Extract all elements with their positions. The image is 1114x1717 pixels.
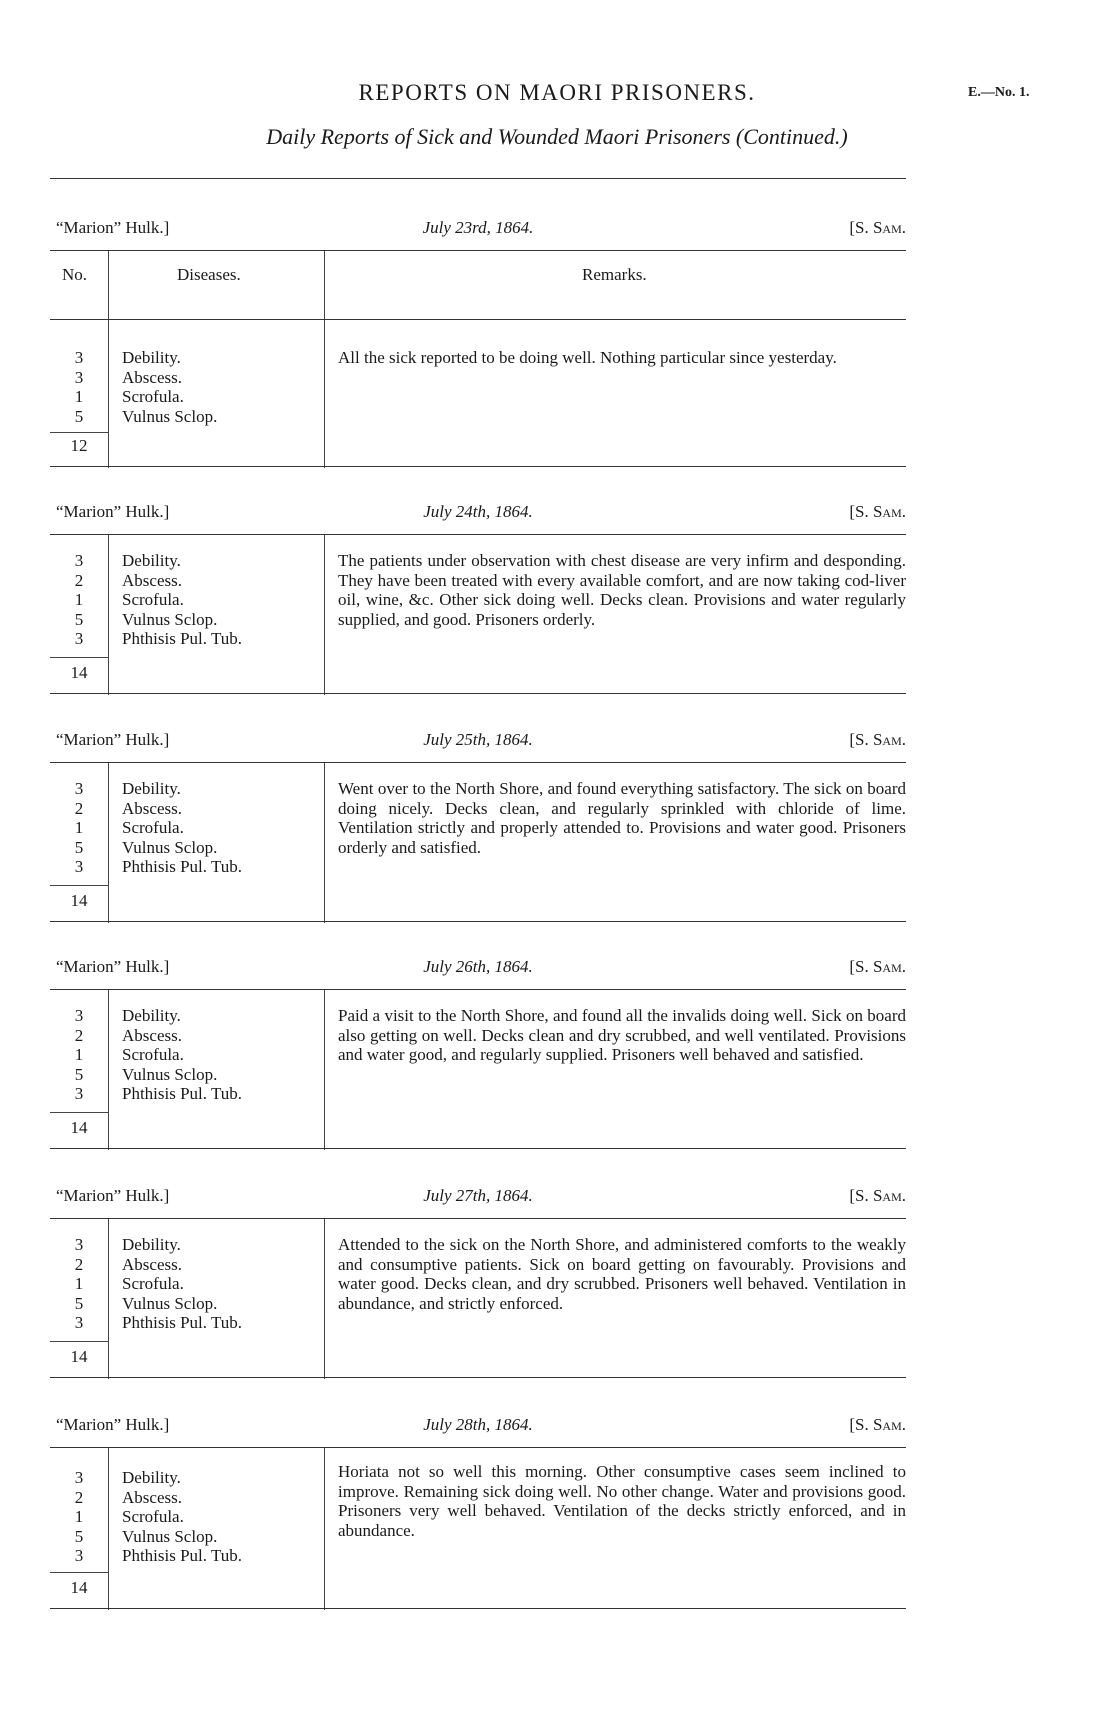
case-count: 3 [74, 348, 84, 367]
case-counts [50, 779, 108, 877]
case-count: 3 [74, 1313, 84, 1332]
case-count: 1 [74, 1045, 84, 1064]
report-bottom-rule [50, 693, 906, 694]
disease: Scrofula. [122, 387, 184, 406]
case-count: 2 [74, 570, 84, 590]
disease: Debility. [122, 1006, 181, 1025]
column-divider [324, 251, 325, 319]
disease-list [122, 779, 242, 877]
report-date: July 27th, 1864. [423, 1186, 533, 1205]
disease-list [122, 1235, 242, 1333]
case-count: 3 [74, 551, 84, 570]
ship-name: “Marion” Hulk.] [56, 1415, 170, 1434]
case-count: 5 [74, 1064, 84, 1084]
ship-name: “Marion” Hulk.] [56, 218, 170, 237]
ship-name: “Marion” Hulk.] [56, 502, 170, 521]
column-divider [108, 320, 109, 468]
total-count: 14 [70, 891, 88, 910]
signature: [S. Sam. [849, 1415, 906, 1434]
case-count: 1 [74, 1274, 84, 1293]
case-count: 5 [74, 1293, 84, 1313]
signature: [S. Sam. [849, 730, 906, 749]
report-header [50, 500, 906, 534]
column-header [50, 251, 906, 320]
case-count: 3 [74, 1084, 84, 1103]
disease: Phthisis Pul. Tub. [122, 1313, 243, 1332]
page-subtitle: Daily Reports of Sick and Wounded Maori Prisoners (Continued.) [266, 124, 848, 149]
report-july-25 [50, 728, 906, 923]
case-count: 2 [74, 1254, 84, 1274]
case-count: 3 [74, 629, 84, 648]
report-date: July 23rd, 1864. [422, 218, 534, 237]
total-rule [50, 1112, 108, 1113]
total-rule [50, 432, 108, 433]
column-remarks: Remarks. [582, 265, 647, 284]
disease: Vulnus Sclop. [122, 1064, 218, 1084]
remarks-text: Paid a visit to the North Shore, and found all the invalids doing well. Sick on board also getting on well. Decks clean and dry scrubbed, and well ventilated. Provisions and water good, and regularly supplied. Prisoners well behaved and satisfied. [338, 1006, 906, 1064]
column-no: No. [62, 265, 88, 284]
case-count: 2 [74, 1025, 84, 1045]
report-body [50, 990, 906, 1150]
disease: Vulnus Sclop. [122, 406, 218, 426]
case-count: 3 [74, 779, 84, 798]
report-body [50, 320, 906, 468]
case-counts [50, 348, 108, 426]
total-rule [50, 1341, 108, 1342]
disease: Vulnus Sclop. [122, 1293, 218, 1313]
column-divider [324, 535, 325, 695]
case-count: 1 [74, 1507, 84, 1526]
disease: Vulnus Sclop. [122, 837, 218, 857]
case-count: 1 [74, 818, 84, 837]
disease: Abscess. [122, 1487, 182, 1507]
column-divider [108, 763, 109, 923]
report-date: July 24th, 1864. [423, 502, 533, 521]
ship-name: “Marion” Hulk.] [56, 957, 170, 976]
case-count: 3 [74, 1546, 84, 1565]
column-divider [324, 320, 325, 468]
case-counts [50, 1235, 108, 1333]
total-rule [50, 657, 108, 658]
total-count: 14 [70, 1578, 88, 1597]
total-count: 14 [70, 1118, 88, 1137]
column-divider [324, 763, 325, 923]
case-count: 3 [74, 1235, 84, 1254]
disease: Vulnus Sclop. [122, 1526, 218, 1546]
column-divider [108, 1219, 109, 1379]
report-date: July 28th, 1864. [423, 1415, 533, 1434]
disease-list [122, 348, 217, 426]
disease: Abscess. [122, 1254, 182, 1274]
disease: Vulnus Sclop. [122, 609, 218, 629]
report-bottom-rule [50, 1148, 906, 1149]
total-rule [50, 885, 108, 886]
disease: Abscess. [122, 367, 182, 387]
column-diseases: Diseases. [177, 265, 241, 284]
report-bottom-rule [50, 466, 906, 467]
disease: Debility. [122, 1235, 181, 1254]
case-count: 2 [74, 1487, 84, 1507]
report-july-23 [50, 216, 906, 468]
case-count: 5 [74, 406, 84, 426]
case-count: 5 [74, 1526, 84, 1546]
report-july-28 [50, 1413, 906, 1610]
page-title: REPORTS ON MAORI PRISONERS. [358, 80, 756, 105]
disease: Debility. [122, 551, 181, 570]
disease: Debility. [122, 779, 181, 798]
remarks-text: All the sick reported to be doing well. Nothing particular since yesterday. [338, 348, 837, 367]
report-body [50, 535, 906, 695]
case-counts [50, 1468, 108, 1566]
remarks-text: The patients under observation with chest disease are very infirm and desponding. They have been treated with every available comfort, and are now taking cod-liver oil, wine, &c. Other sick doing well. Decks clean. Provisions and water regularly supplied, and good. Prisoners orderly. [338, 551, 906, 629]
case-count: 1 [74, 387, 84, 406]
column-divider [324, 1219, 325, 1379]
report-body [50, 763, 906, 923]
signature: [S. Sam. [849, 218, 906, 237]
report-july-27 [50, 1184, 906, 1379]
disease-list [122, 551, 242, 649]
case-count: 5 [74, 609, 84, 629]
report-date: July 25th, 1864. [423, 730, 533, 749]
report-july-24 [50, 500, 906, 695]
report-header [50, 955, 906, 989]
case-count: 5 [74, 837, 84, 857]
disease: Debility. [122, 1468, 181, 1487]
signature: [S. Sam. [849, 957, 906, 976]
disease: Phthisis Pul. Tub. [122, 1084, 243, 1103]
report-july-26 [50, 955, 906, 1150]
disease: Debility. [122, 348, 181, 367]
report-header [50, 1413, 906, 1447]
case-counts [50, 1006, 108, 1104]
header-divider [50, 178, 906, 179]
column-divider [108, 1448, 109, 1610]
total-count: 14 [70, 663, 88, 682]
case-count: 3 [74, 367, 84, 387]
case-count: 3 [74, 857, 84, 876]
disease: Abscess. [122, 570, 182, 590]
total-rule [50, 1572, 108, 1573]
disease-list [122, 1468, 242, 1566]
column-divider [108, 251, 109, 319]
disease: Scrofula. [122, 818, 184, 837]
disease: Scrofula. [122, 1507, 184, 1526]
disease: Scrofula. [122, 1274, 184, 1293]
disease: Abscess. [122, 1025, 182, 1045]
report-date: July 26th, 1864. [423, 957, 533, 976]
case-count: 3 [74, 1006, 84, 1025]
case-counts [50, 551, 108, 649]
report-header [50, 1184, 906, 1218]
report-bottom-rule [50, 921, 906, 922]
report-bottom-rule [50, 1608, 906, 1609]
column-divider [324, 1448, 325, 1610]
signature: [S. Sam. [849, 1186, 906, 1205]
remarks-text: Attended to the sick on the North Shore, and administered comforts to the weakly and consumptive patients. Sick on board getting on favourably. Provisions and water good. Decks clean, and dry scrubbed. Prisoners well behaved. Ventilation in abundance, and strictly enforced. [338, 1235, 906, 1313]
disease: Scrofula. [122, 590, 184, 609]
report-body [50, 1448, 906, 1610]
disease: Phthisis Pul. Tub. [122, 1546, 243, 1565]
remarks-text: Horiata not so well this morning. Other consumptive cases seem inclined to improve. Remaining sick doing well. No other change. Water and provisions good. Prisoners very well behaved. Ventilation of the decks strictly enforced, and in abundance. [338, 1462, 906, 1540]
case-count: 2 [74, 798, 84, 818]
total-count: 14 [70, 1347, 88, 1366]
case-count: 1 [74, 590, 84, 609]
column-divider [324, 990, 325, 1150]
ship-name: “Marion” Hulk.] [56, 730, 170, 749]
disease-list [122, 1006, 242, 1104]
report-header [50, 216, 906, 250]
column-divider [108, 990, 109, 1150]
disease: Phthisis Pul. Tub. [122, 629, 243, 648]
report-bottom-rule [50, 1377, 906, 1378]
case-count: 3 [74, 1468, 84, 1487]
disease: Abscess. [122, 798, 182, 818]
report-body [50, 1219, 906, 1379]
signature: [S. Sam. [849, 502, 906, 521]
remarks-text: Went over to the North Shore, and found everything satisfactory. The sick on board doing nicely. Decks clean, and regularly sprinkled with chloride of lime. Ventilation strictly and properly attended to. Provisions and water good. Prisoners orderly and satisfied. [338, 779, 906, 857]
ship-name: “Marion” Hulk.] [56, 1186, 170, 1205]
disease: Scrofula. [122, 1045, 184, 1064]
disease: Phthisis Pul. Tub. [122, 857, 243, 876]
report-header [50, 728, 906, 762]
document-reference: E.—No. 1. [968, 85, 1030, 100]
column-divider [108, 535, 109, 695]
total-count: 12 [70, 436, 88, 455]
